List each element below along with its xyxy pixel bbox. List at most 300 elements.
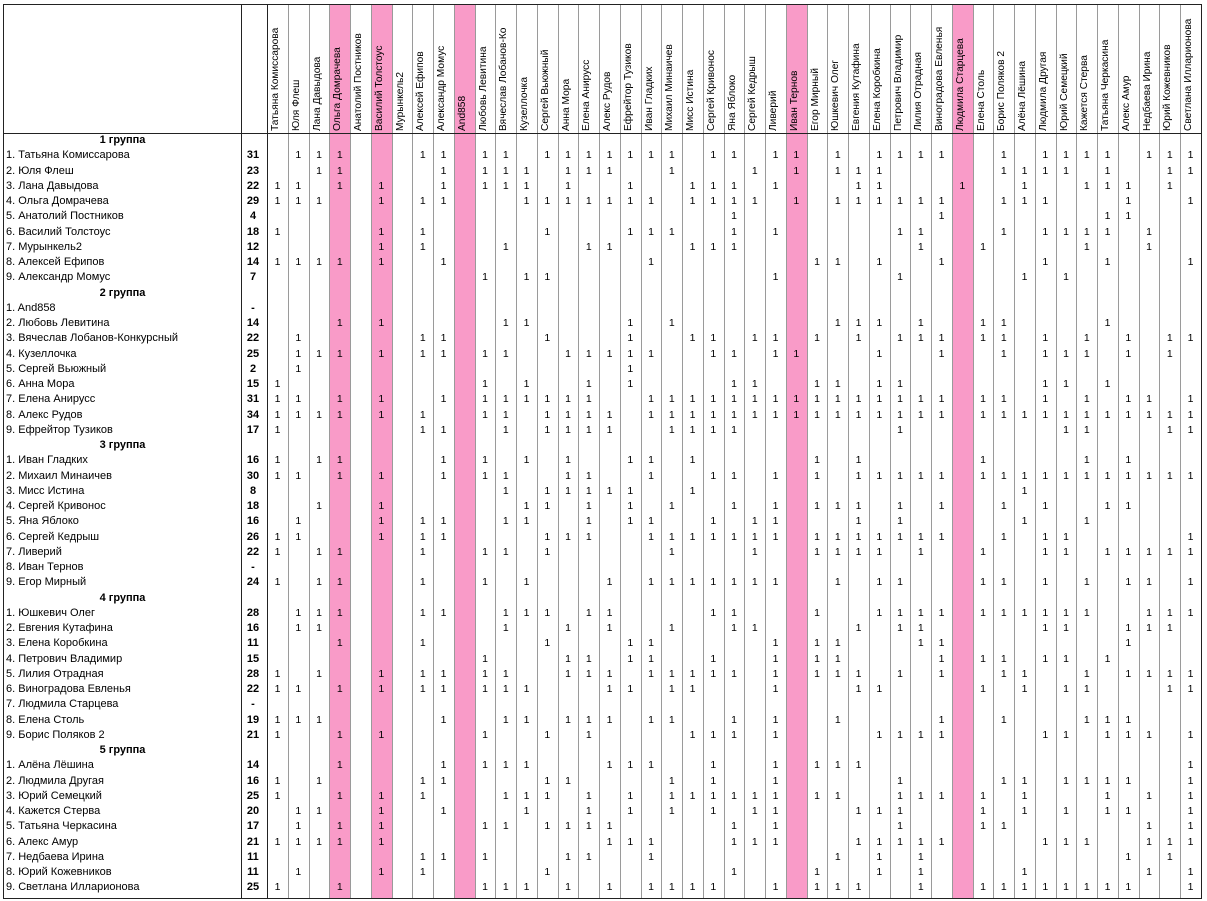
vote-mark: 1 bbox=[814, 530, 820, 543]
vote-mark: 1 bbox=[710, 469, 717, 482]
vote-mark: 1 bbox=[440, 256, 447, 268]
participant-name: 2. Людмила Другая bbox=[6, 774, 104, 787]
vote-mark: 1 bbox=[274, 881, 281, 894]
vote-mark: 1 bbox=[1021, 667, 1028, 680]
vote-mark: 1 bbox=[502, 469, 509, 482]
vote-mark: 1 bbox=[336, 256, 343, 268]
participant-total: 16 bbox=[246, 774, 260, 787]
vote-mark: 1 bbox=[1187, 606, 1194, 619]
participant-total: 2 bbox=[249, 362, 257, 375]
vote-mark: 1 bbox=[648, 667, 654, 680]
group-title: 3 группа bbox=[99, 439, 146, 451]
vote-mark: 1 bbox=[1042, 881, 1049, 894]
vote-mark: 1 bbox=[731, 210, 737, 223]
vote-mark: 1 bbox=[1166, 179, 1173, 192]
participant-total: 11 bbox=[247, 850, 259, 863]
participant-total: - bbox=[251, 561, 255, 573]
vote-mark: 1 bbox=[876, 683, 883, 695]
vote-mark: 1 bbox=[1125, 713, 1132, 726]
column-header: Алёна Лёшина bbox=[1017, 60, 1028, 131]
vote-mark: 1 bbox=[440, 149, 447, 162]
participant-name: 5. Татьяна Черкасина bbox=[6, 820, 117, 833]
vote-mark: 1 bbox=[731, 667, 737, 680]
vote-mark: 1 bbox=[419, 850, 426, 863]
vote-mark: 1 bbox=[627, 805, 634, 817]
vote-mark: 1 bbox=[565, 408, 571, 421]
column-header: Михаил Минаичев bbox=[664, 44, 676, 131]
vote-mark: 1 bbox=[606, 713, 613, 726]
column-divider bbox=[578, 5, 579, 899]
vote-mark: 1 bbox=[1125, 408, 1132, 421]
vote-mark: 1 bbox=[544, 195, 551, 207]
vote-mark: 1 bbox=[897, 393, 903, 406]
vote-mark: 1 bbox=[544, 530, 551, 543]
vote-mark: 1 bbox=[502, 789, 509, 802]
vote-mark: 1 bbox=[897, 195, 903, 207]
vote-mark: 1 bbox=[627, 317, 634, 329]
vote-mark: 1 bbox=[834, 256, 841, 268]
vote-mark: 1 bbox=[917, 622, 924, 634]
vote-mark: 1 bbox=[627, 362, 634, 375]
vote-mark: 1 bbox=[419, 408, 426, 421]
vote-mark: 1 bbox=[1125, 881, 1132, 894]
vote-mark: 1 bbox=[1000, 347, 1007, 360]
column-divider bbox=[910, 5, 911, 899]
vote-mark: 1 bbox=[1166, 469, 1173, 482]
column-header: Лана Давыдова bbox=[311, 56, 323, 131]
vote-mark: 1 bbox=[316, 454, 322, 467]
vote-mark: 1 bbox=[917, 225, 924, 238]
vote-mark: 1 bbox=[627, 637, 634, 650]
column-header: Елена Столь bbox=[975, 69, 987, 131]
column-header: Любовь Левитина bbox=[477, 46, 489, 131]
vote-mark: 1 bbox=[731, 835, 737, 848]
vote-mark: 1 bbox=[316, 805, 322, 817]
vote-mark: 1 bbox=[1063, 530, 1069, 543]
column-header: Татьяна Черкасина bbox=[1100, 39, 1111, 131]
participant-name: 1. Юшкевич Олег bbox=[6, 606, 95, 619]
vote-mark: 1 bbox=[1063, 225, 1069, 238]
vote-mark: 1 bbox=[585, 393, 592, 406]
vote-mark: 1 bbox=[502, 240, 509, 253]
vote-mark: 1 bbox=[917, 332, 924, 345]
vote-mark: 1 bbox=[295, 515, 302, 528]
vote-mark: 1 bbox=[814, 545, 820, 558]
vote-mark: 1 bbox=[668, 149, 675, 162]
participant-total: 26 bbox=[246, 530, 260, 543]
participant-total: 25 bbox=[246, 881, 260, 894]
vote-mark: 1 bbox=[1063, 469, 1069, 482]
column-header: Алексей Ефипов bbox=[415, 51, 427, 131]
vote-mark: 1 bbox=[917, 881, 924, 894]
vote-mark: 1 bbox=[585, 378, 592, 390]
vote-mark: 1 bbox=[482, 149, 488, 162]
vote-mark: 1 bbox=[1063, 408, 1069, 421]
vote-mark: 1 bbox=[1166, 347, 1173, 360]
vote-mark: 1 bbox=[1000, 774, 1007, 787]
vote-mark: 1 bbox=[627, 500, 634, 512]
vote-mark: 1 bbox=[585, 484, 592, 497]
vote-mark: 1 bbox=[1187, 195, 1194, 207]
vote-mark: 1 bbox=[1146, 835, 1152, 848]
vote-mark: 1 bbox=[1125, 179, 1132, 192]
vote-mark: 1 bbox=[938, 530, 945, 543]
vote-mark: 1 bbox=[1083, 423, 1090, 436]
vote-mark: 1 bbox=[295, 195, 302, 207]
vote-mark: 1 bbox=[1166, 622, 1173, 634]
highlight-column bbox=[455, 5, 475, 899]
vote-mark: 1 bbox=[523, 789, 530, 802]
participant-total: 16 bbox=[246, 515, 260, 528]
vote-mark: 1 bbox=[689, 530, 696, 543]
vote-mark: 1 bbox=[1187, 423, 1194, 436]
vote-mark: 1 bbox=[731, 713, 737, 726]
participant-total: 15 bbox=[246, 652, 260, 665]
vote-mark: 1 bbox=[751, 622, 758, 634]
column-header: Юшкевич Олег bbox=[830, 59, 842, 131]
vote-mark: 1 bbox=[1083, 454, 1090, 467]
vote-mark: 1 bbox=[1104, 469, 1111, 482]
vote-mark: 1 bbox=[751, 332, 758, 345]
vote-mark: 1 bbox=[1021, 789, 1028, 802]
vote-mark: 1 bbox=[834, 408, 841, 421]
vote-mark: 1 bbox=[544, 423, 551, 436]
vote-mark: 1 bbox=[980, 576, 986, 589]
vote-mark: 1 bbox=[274, 378, 281, 390]
column-header: Мисс Истина bbox=[685, 69, 696, 131]
vote-mark: 1 bbox=[440, 713, 447, 726]
column-header: Сергей Кривонос bbox=[705, 49, 717, 131]
vote-mark: 1 bbox=[731, 500, 737, 512]
vote-mark: 1 bbox=[855, 530, 862, 543]
vote-mark: 1 bbox=[834, 530, 841, 543]
vote-mark: 1 bbox=[316, 667, 322, 680]
vote-mark: 1 bbox=[897, 149, 903, 162]
vote-mark: 1 bbox=[585, 850, 592, 863]
vote-mark: 1 bbox=[917, 195, 924, 207]
participant-total: 17 bbox=[246, 423, 260, 436]
vote-mark: 1 bbox=[274, 774, 281, 787]
vote-mark: 1 bbox=[502, 484, 509, 497]
vote-mark: 1 bbox=[1021, 606, 1028, 619]
vote-mark: 1 bbox=[1104, 408, 1111, 421]
vote-mark: 1 bbox=[855, 683, 862, 695]
vote-mark: 1 bbox=[336, 835, 343, 848]
column-header: Алекс Рудов bbox=[602, 71, 613, 131]
vote-mark: 1 bbox=[834, 652, 841, 665]
vote-mark: 1 bbox=[482, 271, 488, 284]
vote-mark: 1 bbox=[482, 683, 488, 695]
vote-mark: 1 bbox=[440, 332, 447, 345]
vote-mark: 1 bbox=[814, 256, 820, 268]
vote-mark: 1 bbox=[814, 759, 820, 772]
column-header: Кажется Стерва bbox=[1079, 55, 1091, 131]
vote-mark: 1 bbox=[419, 576, 426, 589]
participant-total: 4 bbox=[249, 210, 257, 223]
column-header: Вячеслав Лобанов-Ко bbox=[498, 27, 510, 131]
vote-mark: 1 bbox=[897, 667, 903, 680]
vote-mark: 1 bbox=[295, 149, 302, 162]
vote-mark: 1 bbox=[585, 805, 592, 817]
vote-mark: 1 bbox=[523, 683, 530, 695]
vote-mark: 1 bbox=[565, 881, 571, 894]
vote-mark: 1 bbox=[1063, 347, 1069, 360]
vote-mark: 1 bbox=[855, 500, 862, 512]
column-header: Петрович Владимир bbox=[892, 34, 904, 131]
vote-mark: 1 bbox=[1146, 225, 1152, 238]
vote-mark: 1 bbox=[855, 408, 862, 421]
participant-name: 4. Кажется Стерва bbox=[6, 805, 101, 817]
participant-total: 25 bbox=[246, 789, 260, 802]
column-divider bbox=[869, 5, 870, 899]
vote-mark: 1 bbox=[772, 500, 779, 512]
column-header: Сергей Вьюжный bbox=[539, 49, 551, 131]
vote-mark: 1 bbox=[627, 179, 634, 192]
vote-mark: 1 bbox=[834, 500, 841, 512]
column-header: Лилия Отрадная bbox=[913, 51, 925, 131]
vote-mark: 1 bbox=[917, 393, 924, 406]
vote-mark: 1 bbox=[1000, 576, 1007, 589]
vote-mark: 1 bbox=[648, 454, 654, 467]
participant-total: 16 bbox=[246, 622, 260, 634]
participant-name: 4. Кузеллочка bbox=[6, 347, 77, 360]
vote-mark: 1 bbox=[1187, 789, 1194, 802]
vote-mark: 1 bbox=[814, 606, 820, 619]
vote-mark: 1 bbox=[295, 820, 302, 833]
participant-name: 3. Юрий Семецкий bbox=[6, 789, 102, 802]
vote-mark: 1 bbox=[1125, 195, 1132, 207]
vote-mark: 1 bbox=[378, 530, 385, 543]
vote-mark: 1 bbox=[1187, 149, 1194, 162]
vote-mark: 1 bbox=[274, 683, 281, 695]
participant-name: 9. Светлана Илларионова bbox=[6, 881, 140, 894]
vote-mark: 1 bbox=[606, 881, 613, 894]
vote-mark: 1 bbox=[772, 667, 779, 680]
group-title: 2 группа bbox=[99, 286, 146, 299]
vote-mark: 1 bbox=[751, 393, 758, 406]
vote-mark: 1 bbox=[1021, 774, 1028, 787]
vote-mark: 1 bbox=[1125, 622, 1132, 634]
vote-mark: 1 bbox=[938, 667, 945, 680]
vote-mark: 1 bbox=[980, 469, 986, 482]
vote-mark: 1 bbox=[1166, 149, 1173, 162]
vote-mark: 1 bbox=[1146, 408, 1152, 421]
vote-mark: 1 bbox=[1063, 881, 1069, 894]
column-header: Евгения Кутафина bbox=[851, 43, 862, 131]
vote-mark: 1 bbox=[565, 850, 571, 863]
vote-mark: 1 bbox=[648, 408, 654, 421]
participant-total: 7 bbox=[249, 271, 257, 284]
vote-mark: 1 bbox=[502, 347, 509, 360]
vote-mark: 1 bbox=[274, 195, 281, 207]
vote-mark: 1 bbox=[585, 515, 592, 528]
vote-mark: 1 bbox=[419, 515, 426, 528]
vote-mark: 1 bbox=[648, 652, 654, 665]
column-header: Людмила Старцева bbox=[954, 38, 966, 131]
vote-mark: 1 bbox=[668, 164, 675, 177]
vote-mark: 1 bbox=[544, 149, 551, 162]
vote-mark: 1 bbox=[1042, 149, 1049, 162]
participant-name: 3. Мисс Истина bbox=[6, 484, 85, 497]
vote-mark: 1 bbox=[876, 835, 883, 848]
vote-mark: 1 bbox=[378, 179, 385, 192]
vote-mark: 1 bbox=[917, 835, 924, 848]
vote-mark: 1 bbox=[772, 179, 779, 192]
vote-mark: 1 bbox=[897, 469, 903, 482]
vote-mark: 1 bbox=[980, 820, 986, 833]
vote-mark: 1 bbox=[295, 393, 302, 406]
vote-mark: 1 bbox=[1063, 149, 1069, 162]
participant-total: 14 bbox=[246, 317, 260, 329]
vote-mark: 1 bbox=[1166, 545, 1173, 558]
vote-mark: 1 bbox=[1000, 164, 1007, 177]
participant-name: 6. Виноградова Евленья bbox=[6, 683, 131, 695]
vote-mark: 1 bbox=[440, 805, 447, 817]
vote-mark: 1 bbox=[772, 576, 779, 589]
participant-name: 6. Алекс Амур bbox=[6, 835, 79, 848]
column-header: Недбаева Ирина bbox=[1141, 51, 1153, 131]
participant-name: 1. And858 bbox=[6, 301, 56, 314]
vote-mark: 1 bbox=[1187, 759, 1194, 772]
vote-mark: 1 bbox=[814, 652, 820, 665]
vote-mark: 1 bbox=[585, 667, 592, 680]
vote-mark: 1 bbox=[648, 225, 654, 238]
column-header: Елена Коробкина bbox=[871, 48, 883, 131]
vote-mark: 1 bbox=[710, 576, 717, 589]
vote-mark: 1 bbox=[502, 545, 509, 558]
vote-mark: 1 bbox=[523, 179, 530, 192]
vote-mark: 1 bbox=[876, 256, 883, 268]
vote-mark: 1 bbox=[419, 606, 426, 619]
vote-mark: 1 bbox=[523, 515, 530, 528]
vote-mark: 1 bbox=[482, 850, 488, 863]
vote-mark: 1 bbox=[565, 667, 571, 680]
vote-mark: 1 bbox=[585, 820, 592, 833]
vote-mark: 1 bbox=[1000, 149, 1007, 162]
vote-mark: 1 bbox=[689, 408, 696, 421]
column-header: Анна Мора bbox=[560, 78, 572, 131]
vote-mark: 1 bbox=[1083, 240, 1090, 253]
vote-mark: 1 bbox=[876, 393, 883, 406]
vote-mark: 1 bbox=[648, 881, 654, 894]
vote-mark: 1 bbox=[668, 545, 675, 558]
vote-mark: 1 bbox=[1063, 805, 1069, 817]
vote-mark: 1 bbox=[834, 378, 841, 390]
vote-mark: 1 bbox=[1187, 866, 1194, 878]
vote-mark: 1 bbox=[627, 347, 634, 360]
participant-total: 16 bbox=[246, 454, 260, 467]
participant-total: 14 bbox=[246, 256, 260, 268]
vote-mark: 1 bbox=[1125, 728, 1132, 741]
participant-name: 6. Сергей Кедрыш bbox=[6, 530, 100, 543]
column-divider bbox=[744, 5, 745, 899]
vote-mark: 1 bbox=[606, 484, 613, 497]
vote-mark: 1 bbox=[316, 606, 322, 619]
vote-mark: 1 bbox=[606, 759, 613, 772]
vote-mark: 1 bbox=[419, 637, 426, 650]
vote-mark: 1 bbox=[917, 530, 924, 543]
vote-mark: 1 bbox=[938, 149, 945, 162]
vote-mark: 1 bbox=[668, 805, 675, 817]
participant-total: 29 bbox=[246, 195, 260, 207]
participant-total: 30 bbox=[246, 469, 260, 482]
vote-mark: 1 bbox=[1042, 393, 1049, 406]
vote-mark: 1 bbox=[606, 683, 613, 695]
vote-mark: 1 bbox=[1083, 881, 1090, 894]
vote-mark: 1 bbox=[585, 164, 592, 177]
column-divider bbox=[1139, 5, 1140, 899]
vote-mark: 1 bbox=[772, 515, 779, 528]
vote-mark: 1 bbox=[710, 774, 717, 787]
vote-mark: 1 bbox=[938, 500, 945, 512]
vote-mark: 1 bbox=[482, 759, 488, 772]
vote-mark: 1 bbox=[1083, 576, 1090, 589]
vote-mark: 1 bbox=[917, 789, 924, 802]
participant-total: 25 bbox=[246, 347, 260, 360]
vote-mark: 1 bbox=[565, 393, 571, 406]
vote-mark: 1 bbox=[710, 728, 717, 741]
vote-mark: 1 bbox=[1146, 606, 1152, 619]
vote-mark: 1 bbox=[834, 393, 841, 406]
vote-mark: 1 bbox=[897, 530, 903, 543]
vote-mark: 1 bbox=[855, 454, 862, 467]
vote-mark: 1 bbox=[855, 332, 862, 345]
vote-mark: 1 bbox=[1021, 515, 1028, 528]
vote-mark: 1 bbox=[731, 149, 737, 162]
vote-mark: 1 bbox=[585, 728, 592, 741]
vote-mark: 1 bbox=[917, 728, 924, 741]
vote-mark: 1 bbox=[1125, 805, 1132, 817]
vote-mark: 1 bbox=[482, 545, 488, 558]
vote-mark: 1 bbox=[1187, 576, 1194, 589]
vote-mark: 1 bbox=[482, 469, 488, 482]
vote-mark: 1 bbox=[1125, 332, 1132, 345]
vote-mark: 1 bbox=[917, 850, 924, 863]
vote-mark: 1 bbox=[814, 637, 820, 650]
vote-mark: 1 bbox=[502, 881, 509, 894]
vote-mark: 1 bbox=[482, 881, 488, 894]
vote-mark: 1 bbox=[627, 835, 634, 848]
vote-mark: 1 bbox=[274, 423, 281, 436]
vote-mark: 1 bbox=[689, 195, 696, 207]
vote-mark: 1 bbox=[772, 683, 779, 695]
vote-mark: 1 bbox=[295, 713, 302, 726]
vote-mark: 1 bbox=[938, 637, 945, 650]
vote-mark: 1 bbox=[917, 408, 924, 421]
vote-mark: 1 bbox=[814, 881, 820, 894]
vote-mark: 1 bbox=[834, 576, 841, 589]
column-divider bbox=[1118, 5, 1119, 899]
column-divider bbox=[1201, 5, 1202, 899]
vote-mark: 1 bbox=[316, 195, 322, 207]
vote-mark: 1 bbox=[606, 423, 613, 436]
vote-mark: 1 bbox=[565, 195, 571, 207]
vote-mark: 1 bbox=[274, 225, 281, 238]
vote-mark: 1 bbox=[855, 469, 862, 482]
vote-mark: 1 bbox=[1125, 347, 1132, 360]
column-divider bbox=[724, 5, 725, 899]
vote-mark: 1 bbox=[1063, 606, 1069, 619]
vote-mark: 1 bbox=[316, 622, 322, 634]
column-divider bbox=[267, 5, 268, 899]
vote-mark: 1 bbox=[523, 195, 530, 207]
vote-mark: 1 bbox=[710, 652, 717, 665]
vote-mark: 1 bbox=[648, 637, 654, 650]
vote-mark: 1 bbox=[731, 789, 737, 802]
vote-mark: 1 bbox=[980, 454, 986, 467]
vote-mark: 1 bbox=[917, 606, 924, 619]
vote-mark: 1 bbox=[1083, 713, 1090, 726]
